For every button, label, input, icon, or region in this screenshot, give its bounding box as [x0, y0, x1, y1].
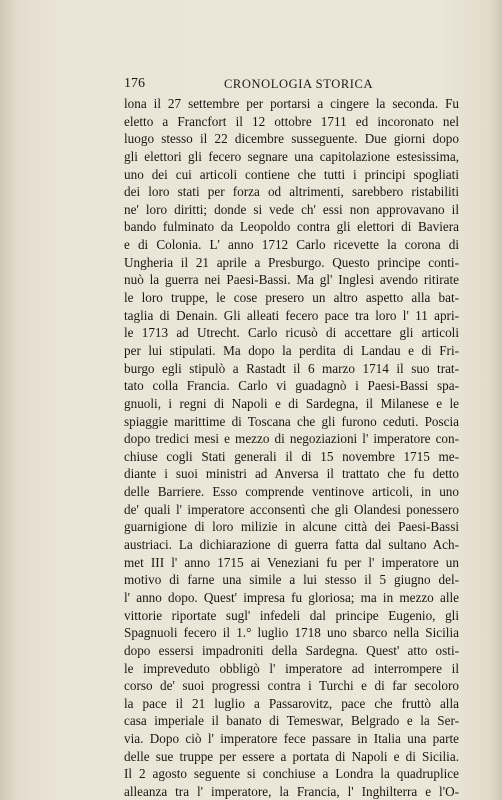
text-line: via. Dopo ciò l' imperatore fece passare in Italia una parte — [124, 731, 459, 747]
text-line: luogo stesso il 22 dicembre susseguente. Due giorni dopo — [124, 131, 459, 147]
body-text — [124, 95, 459, 800]
text-line: dopo tredici mesi e mezzo di negoziazioni l' imperatore con- — [124, 431, 459, 447]
text-line: uno dei cui articoli contiene che tutti i principi spogliati — [124, 166, 459, 182]
text-line: Il 2 agosto seguente si conchiuse a Londra la quadruplice — [124, 766, 459, 782]
text-line: vittorie riportate sugl' infedeli dal principe Eugenio, gli — [124, 607, 459, 623]
text-line: tato colla Francia. Carlo vi guadagnò i Paesi-Bassi spa- — [124, 378, 459, 394]
page-number: 176 — [124, 76, 145, 91]
text-line: dei loro stati per forza od altrimenti, sarebbero ristabiliti — [124, 184, 459, 200]
text-line: diante i suoi ministri ad Anversa il trattato che fu detto — [124, 466, 459, 482]
text-line: Ungheria il 21 aprile a Presburgo. Questo principe conti- — [124, 254, 459, 270]
text-line: burgo egli stipulò a Rastadt il 6 marzo 1714 il suo trat- — [124, 360, 459, 376]
text-line: de' quali l' imperatore acconsentì che gli Olandesi ponessero — [124, 501, 459, 517]
text-line: le impreveduto obbligò l' imperatore ad interrompere il — [124, 660, 459, 676]
text-line: spiaggie marittime di Toscana che gli furono ceduti. Poscia — [124, 413, 459, 429]
text-line: casa imperiale il banato di Temeswar, Belgrado e la Ser- — [124, 713, 459, 729]
text-line: e di Colonia. L' anno 1712 Carlo ricevette la corona di — [124, 237, 459, 253]
text-line: gli elettori gli fecero segnare una capitolazione estesissima, — [124, 148, 459, 164]
text-line: l' anno dopo. Quest' impresa fu gloriosa; ma in mezzo alle — [124, 589, 459, 605]
page-header — [124, 76, 458, 94]
text-line: eletto a Francfort il 12 ottobre 1711 ed incoronato nel — [124, 113, 459, 129]
text-line: alleanza tra l' imperatore, la Francia, l' Inghilterra e l'O- — [124, 783, 459, 799]
text-line: nuò la guerra nei Paesi-Bassi. Ma gl' Inglesi avendo ritirate — [124, 272, 459, 288]
text-line: la pace il 21 luglio a Passarovitz, pace che fruttò alla — [124, 695, 459, 711]
text-line: austriaci. La dichiarazione di guerra fatta dal sultano Ach- — [124, 537, 459, 553]
text-line: delle sue truppe per essere a portata di Napoli e di Sicilia. — [124, 748, 459, 764]
text-line: dopo essersi impadroniti della Sardegna. Quest' atto osti- — [124, 642, 459, 658]
text-line: Spagnuoli fecero il 1.° luglio 1718 uno sbarco nella Sicilia — [124, 625, 459, 641]
running-title: CRONOLOGIA STORICA — [224, 77, 374, 91]
text-line: gnuoli, i regni di Napoli e di Sardegna, il Milanese e le — [124, 395, 459, 411]
text-line: met III l' anno 1715 ai Veneziani fu per l' imperatore un — [124, 554, 459, 570]
text-line: chiuse cogli Stati generali il di 15 novembre 1715 me- — [124, 448, 459, 464]
text-line: ne' loro diritti; donde si vede ch' essi non approvavano il — [124, 201, 459, 217]
text-line: le 1713 ad Utrecht. Carlo ricusò di accettare gli articoli — [124, 325, 459, 341]
text-line: le loro truppe, le cose presero un altro aspetto alla bat- — [124, 290, 459, 306]
text-line: corso de' suoi progressi contra i Turchi e di far secoloro — [124, 678, 459, 694]
text-line: taglia di Denain. Gli alleati fecero pace tra loro l' 11 apri- — [124, 307, 459, 323]
text-line: lona il 27 settembre per portarsi a cingere la seconda. Fu — [124, 96, 459, 111]
text-line: motivo di farne una simile a lui stesso il 5 giugno del- — [124, 572, 459, 588]
text-line: guarnigione di loro milizie in alcune città dei Paesi-Bassi — [124, 519, 459, 535]
text-line: bando fulminato da Leopoldo contra gli elettori di Baviera — [124, 219, 459, 235]
text-line: per lui stipulati. Ma dopo la perdita di Landau e di Fri- — [124, 342, 459, 358]
text-line: delle Barriere. Esso comprende ventinove articoli, in uno — [124, 484, 459, 500]
